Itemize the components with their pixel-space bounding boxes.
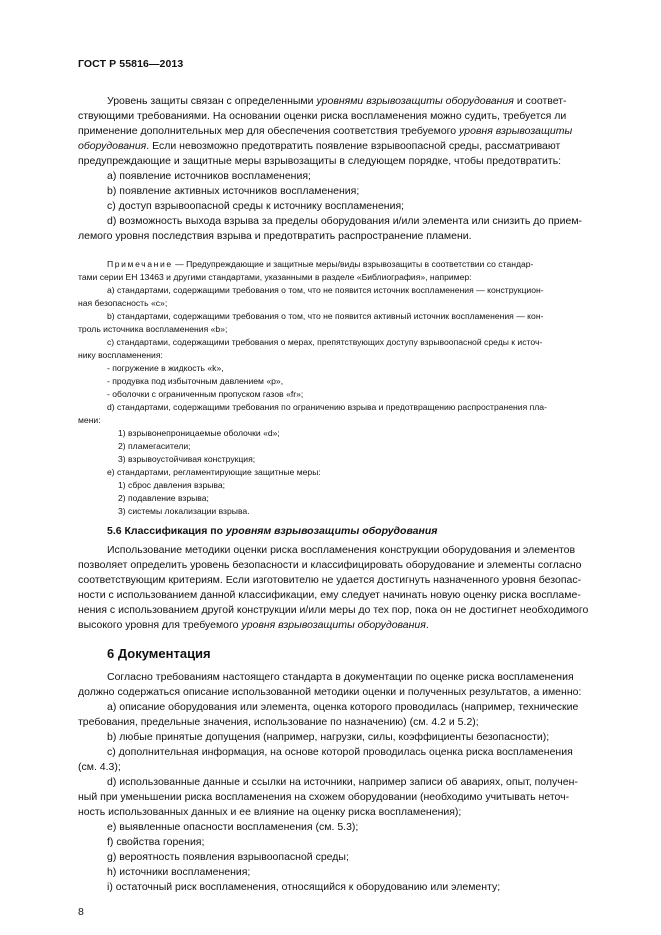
intro-item-c: c) доступ взрывоопасной среды к источнику воспламенения; <box>107 200 405 212</box>
intro-line-5: предупреждающие и защитные меры взрывозащиты в следующем порядке, чтобы предотвратить: <box>78 155 562 167</box>
note-d-subitem: 2) пламегасители; <box>118 441 191 451</box>
s56-line-1: Использование методики оценки риска воспламенения конструкции оборудования и элементов <box>107 544 576 556</box>
note-e-subitem: 3) системы локализации взрыва. <box>118 506 250 516</box>
intro-item-a: a) появление источников воспламенения; <box>107 170 311 182</box>
s6-item-f: f) свойства горения; <box>107 836 205 848</box>
note-c-subitem: - погружение в жидкость «k», <box>107 363 224 373</box>
s6-line-2: должно содержаться описание использованной методики оценки и полученных результатов, а именно: <box>78 686 582 698</box>
note-item-c-line-2: нику воспламенения: <box>78 350 163 360</box>
note-line-1: Примечание — Предупреждающие и защитные меры/виды взрывозащиты в соответствии со стандар- <box>107 259 534 269</box>
intro-item-d-line-1: d) возможность выхода взрыва за пределы оборудования и/или элемента или снизить до прием- <box>107 215 583 227</box>
s6-item-h: h) источники воспламенения; <box>107 866 251 878</box>
section-5-6-heading: 5.6 Классификация по уровням взрывозащиты оборудования <box>107 525 438 537</box>
note-item-c-line-1: c) стандартами, содержащими требования о мерах, препятствующих доступу взрывоопасной среды к источ- <box>107 337 543 347</box>
note-e-subitem: 1) сброс давления взрыва; <box>118 480 226 490</box>
note-item-a-line-1: a) стандартами, содержащими требования о том, что не появится источник воспламенения — конструкцион- <box>107 285 544 295</box>
note-d-subitem: 3) взрывоустойчивая конструкция; <box>118 454 256 464</box>
intro-line-2: ствующими требованиями. На основании оценки риска воспламенения можно судить, требуется ли <box>78 110 567 122</box>
section-6-heading: 6 Документация <box>107 646 211 661</box>
note-item-b-line-2: троль источника воспламенения «b»; <box>78 324 228 334</box>
s6-item-c-line-2: (см. 4.3); <box>78 761 121 773</box>
s6-item-d-line-2: ный при уменьшении риска воспламенения на схожем оборудовании (необходимо учитывать неточ- <box>78 791 570 803</box>
note-item-e: e) стандартами, регламентирующие защитные меры: <box>107 467 321 477</box>
s6-item-g: g) вероятность появления взрывоопасной среды; <box>107 851 349 863</box>
intro-line-4: оборудования. Если невозможно предотвратить появление взрывоопасной среды, рассматривают <box>78 140 561 152</box>
note-c-subitem: - оболочки с ограниченным пропуском газов «fr»; <box>107 389 304 399</box>
s56-line-2: позволяет определить уровень безопасности и классифицировать оборудование и элементы согласно <box>78 559 582 571</box>
s6-item-d-line-3: ность использованных данных и ее влияние на оценку риска воспламенения); <box>78 806 462 818</box>
s6-item-b: b) любые принятые допущения (например, нагрузки, силы, коэффициенты безопасности); <box>107 731 550 743</box>
page-number: 8 <box>78 906 84 918</box>
document-header: ГОСТ Р 55816—2013 <box>78 58 184 70</box>
s6-item-e: e) выявленные опасности воспламенения (см. 5.3); <box>107 821 359 833</box>
s56-line-6: высокого уровня для требуемого уровня взрывозащиты оборудования. <box>78 619 429 631</box>
note-c-subitem: - продувка под избыточным давлением «p», <box>107 376 284 386</box>
s6-item-a-line-2: требования, предельные значения, использование по назначению) (см. 4.2 и 5.2); <box>78 716 479 728</box>
s6-item-i: i) остаточный риск воспламенения, относящийся к оборудованию или элементу; <box>107 881 501 893</box>
s56-line-5: нения с использованием другой конструкции и/или меры до тех пор, пока он не достигнет необходимого <box>78 604 589 616</box>
note-e-subitem: 2) подавление взрыва; <box>118 493 209 503</box>
note-item-a-line-2: ная безопасность «c»; <box>78 298 168 308</box>
note-line-2: тами серии ЕН 13463 и другими стандартами, указанными в разделе «Библиография», например: <box>78 272 472 282</box>
s6-item-c-line-1: c) дополнительная информация, на основе которой проводилась оценка риска воспламенения <box>107 746 573 758</box>
intro-line-1: Уровень защиты связан с определенными уровнями взрывозащиты оборудования и соответ- <box>107 95 567 107</box>
note-item-d-line-2: мени: <box>78 415 101 425</box>
s6-line-1: Согласно требованиям настоящего стандарта в документации по оценке риска воспламенения <box>107 671 574 683</box>
note-d-subitem: 1) взрывонепроницаемые оболочки «d»; <box>118 428 280 438</box>
note-item-b-line-1: b) стандартами, содержащими требования о том, что не появится активный источник воспламенения — кон- <box>107 311 544 321</box>
s56-line-3: соответствующим критериям. Если изготовителю не удается достигнуть назначенного уровня безопас- <box>78 574 582 586</box>
note-label: Примечание <box>107 259 173 269</box>
s6-item-a-line-1: a) описание оборудования или элемента, оценка которого проводилась (например, технические <box>107 701 579 713</box>
intro-item-d-line-2: лемого уровня последствия взрыва и предотвратить распространение пламени. <box>78 230 472 242</box>
note-item-d-line-1: d) стандартами, содержащими требования по ограничению взрыва и предотвращению распространения пла- <box>107 402 547 412</box>
s56-line-4: ности с использованием данной классификации, ему следует начинать новую оценку риска воспламе- <box>78 589 581 601</box>
intro-line-3: применение дополнительных мер для обеспечения соответствия требуемого уровня взрывозащиты <box>78 125 573 137</box>
s6-item-d-line-1: d) использованные данные и ссылки на источники, например записи об авариях, опыт, получен- <box>107 776 578 788</box>
intro-item-b: b) появление активных источников воспламенения; <box>107 185 360 197</box>
